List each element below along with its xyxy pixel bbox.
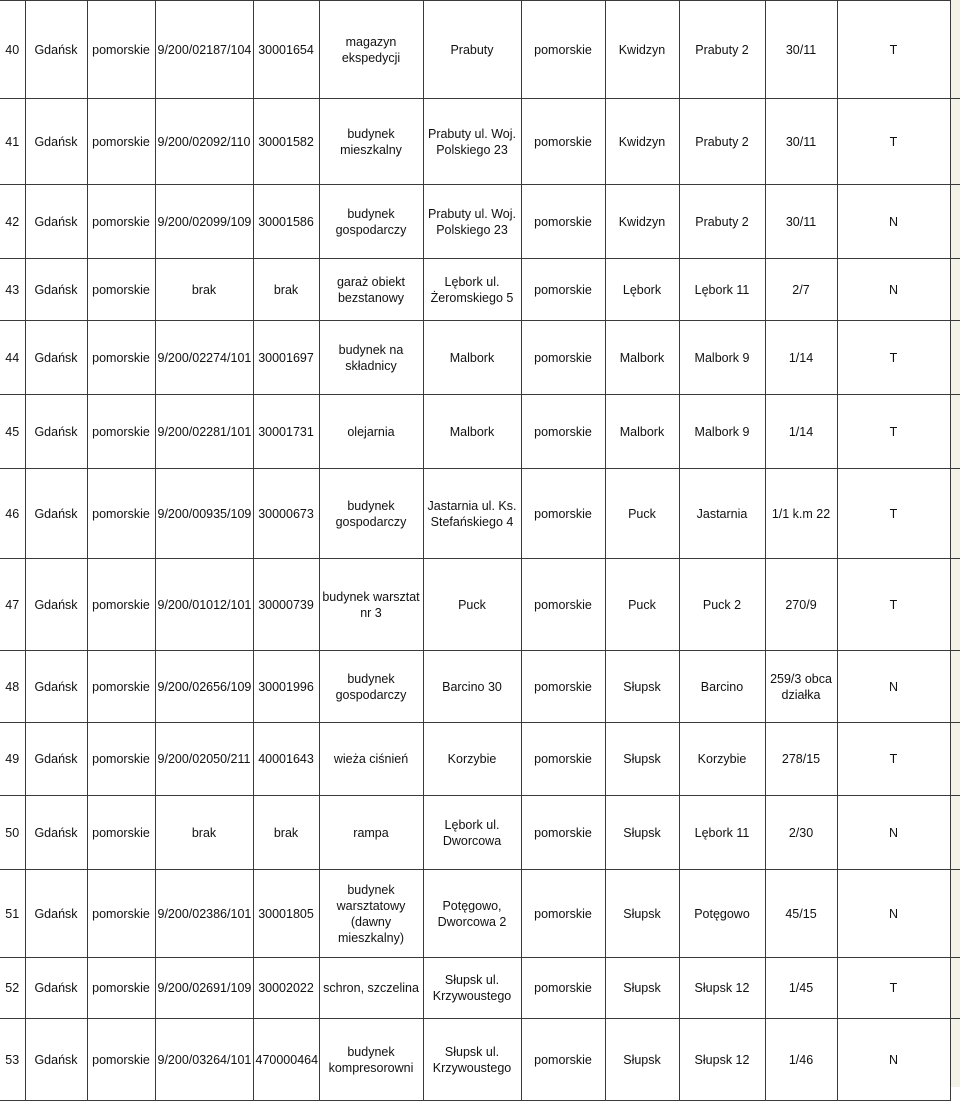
record-number-cell: 9/200/02099/109 xyxy=(155,185,253,259)
row-number-cell: 40 xyxy=(0,1,25,99)
voivodeship-cell: pomorskie xyxy=(87,469,155,559)
county-cell: Kwidzyn xyxy=(605,1,679,99)
record-number-cell: 9/200/02187/104 xyxy=(155,1,253,99)
city-cell: Gdańsk xyxy=(25,723,87,796)
city-cell: Gdańsk xyxy=(25,1019,87,1101)
precinct-cell: Słupsk 12 xyxy=(679,1019,765,1101)
voivodeship-cell: pomorskie xyxy=(87,321,155,395)
margin-divider xyxy=(951,394,960,395)
margin-divider xyxy=(951,722,960,723)
margin-divider xyxy=(951,468,960,469)
table-row xyxy=(0,395,950,469)
status-cell: T xyxy=(837,1,950,99)
object-name-cell: olejarnia xyxy=(319,395,423,469)
city-cell: Gdańsk xyxy=(25,796,87,870)
table-row xyxy=(0,796,950,870)
parcel-cell: 278/15 xyxy=(765,723,837,796)
parcel-cell: 2/7 xyxy=(765,259,837,321)
parcel-cell: 30/11 xyxy=(765,99,837,185)
row-number-cell: 53 xyxy=(0,1019,25,1101)
parcel-cell: 2/30 xyxy=(765,796,837,870)
county-cell: Słupsk xyxy=(605,870,679,958)
parcel-cell: 270/9 xyxy=(765,559,837,651)
inventory-number-cell: 30002022 xyxy=(253,958,319,1019)
location-voivodeship-cell: pomorskie xyxy=(521,651,605,723)
precinct-cell: Korzybie xyxy=(679,723,765,796)
inventory-number-cell: 30001586 xyxy=(253,185,319,259)
county-cell: Puck xyxy=(605,469,679,559)
voivodeship-cell: pomorskie xyxy=(87,99,155,185)
table-row xyxy=(0,958,950,1019)
location-voivodeship-cell: pomorskie xyxy=(521,321,605,395)
inventory-number-cell: 30001805 xyxy=(253,870,319,958)
object-name-cell: budynek kompresorowni xyxy=(319,1019,423,1101)
margin-divider xyxy=(951,98,960,99)
record-number-cell: 9/200/02092/110 xyxy=(155,99,253,185)
status-cell: T xyxy=(837,723,950,796)
table-row xyxy=(0,321,950,395)
parcel-cell: 30/11 xyxy=(765,185,837,259)
voivodeship-cell: pomorskie xyxy=(87,559,155,651)
precinct-cell: Lębork 11 xyxy=(679,796,765,870)
address-cell: Korzybie xyxy=(423,723,521,796)
margin-divider xyxy=(951,957,960,958)
row-number-cell: 48 xyxy=(0,651,25,723)
address-cell: Słupsk ul. Krzywoustego xyxy=(423,1019,521,1101)
address-cell: Jastarnia ul. Ks. Stefańskiego 4 xyxy=(423,469,521,559)
record-number-cell: 9/200/02274/101 xyxy=(155,321,253,395)
location-voivodeship-cell: pomorskie xyxy=(521,395,605,469)
voivodeship-cell: pomorskie xyxy=(87,185,155,259)
status-cell: N xyxy=(837,259,950,321)
inventory-number-cell: 30001582 xyxy=(253,99,319,185)
precinct-cell: Jastarnia xyxy=(679,469,765,559)
address-cell: Lębork ul. Dworcowa xyxy=(423,796,521,870)
city-cell: Gdańsk xyxy=(25,651,87,723)
city-cell: Gdańsk xyxy=(25,870,87,958)
status-cell: T xyxy=(837,321,950,395)
object-name-cell: budynek gospodarczy xyxy=(319,651,423,723)
address-cell: Prabuty xyxy=(423,1,521,99)
status-cell: N xyxy=(837,185,950,259)
row-number-cell: 51 xyxy=(0,870,25,958)
location-voivodeship-cell: pomorskie xyxy=(521,469,605,559)
table-row xyxy=(0,559,950,651)
record-number-cell: 9/200/03264/101 xyxy=(155,1019,253,1101)
margin-divider xyxy=(951,869,960,870)
location-voivodeship-cell: pomorskie xyxy=(521,185,605,259)
table-row xyxy=(0,1019,950,1101)
record-number-cell: 9/200/00935/109 xyxy=(155,469,253,559)
county-cell: Słupsk xyxy=(605,723,679,796)
row-number-cell: 44 xyxy=(0,321,25,395)
voivodeship-cell: pomorskie xyxy=(87,259,155,321)
table-row xyxy=(0,259,950,321)
parcel-cell: 1/1 k.m 22 xyxy=(765,469,837,559)
object-name-cell: budynek mieszkalny xyxy=(319,99,423,185)
voivodeship-cell: pomorskie xyxy=(87,1,155,99)
table-row xyxy=(0,870,950,958)
precinct-cell: Puck 2 xyxy=(679,559,765,651)
parcel-cell: 1/14 xyxy=(765,321,837,395)
object-name-cell: wieża ciśnień xyxy=(319,723,423,796)
status-cell: T xyxy=(837,469,950,559)
table-row xyxy=(0,651,950,723)
address-cell: Malbork xyxy=(423,395,521,469)
address-cell: Prabuty ul. Woj. Polskiego 23 xyxy=(423,99,521,185)
county-cell: Kwidzyn xyxy=(605,99,679,185)
precinct-cell: Lębork 11 xyxy=(679,259,765,321)
record-number-cell: 9/200/02691/109 xyxy=(155,958,253,1019)
precinct-cell: Potęgowo xyxy=(679,870,765,958)
row-number-cell: 52 xyxy=(0,958,25,1019)
county-cell: Kwidzyn xyxy=(605,185,679,259)
city-cell: Gdańsk xyxy=(25,469,87,559)
county-cell: Malbork xyxy=(605,395,679,469)
inventory-number-cell: 40001643 xyxy=(253,723,319,796)
location-voivodeship-cell: pomorskie xyxy=(521,958,605,1019)
city-cell: Gdańsk xyxy=(25,259,87,321)
object-name-cell: budynek na składnicy xyxy=(319,321,423,395)
location-voivodeship-cell: pomorskie xyxy=(521,796,605,870)
voivodeship-cell: pomorskie xyxy=(87,651,155,723)
inventory-number-cell: 30001731 xyxy=(253,395,319,469)
inventory-number-cell: 30001654 xyxy=(253,1,319,99)
voivodeship-cell: pomorskie xyxy=(87,958,155,1019)
table-row xyxy=(0,1,950,99)
status-cell: N xyxy=(837,1019,950,1101)
table-row xyxy=(0,185,950,259)
city-cell: Gdańsk xyxy=(25,559,87,651)
voivodeship-cell: pomorskie xyxy=(87,723,155,796)
status-cell: N xyxy=(837,651,950,723)
voivodeship-cell: pomorskie xyxy=(87,1019,155,1101)
parcel-cell: 259/3 obca działka xyxy=(765,651,837,723)
margin-divider xyxy=(951,795,960,796)
parcel-cell: 1/45 xyxy=(765,958,837,1019)
precinct-cell: Malbork 9 xyxy=(679,395,765,469)
inventory-number-cell: 470000464 xyxy=(253,1019,319,1101)
location-voivodeship-cell: pomorskie xyxy=(521,259,605,321)
voivodeship-cell: pomorskie xyxy=(87,395,155,469)
object-name-cell: magazyn ekspedycji xyxy=(319,1,423,99)
table-row xyxy=(0,723,950,796)
city-cell: Gdańsk xyxy=(25,99,87,185)
address-cell: Prabuty ul. Woj. Polskiego 23 xyxy=(423,185,521,259)
status-cell: T xyxy=(837,559,950,651)
record-number-cell: brak xyxy=(155,259,253,321)
location-voivodeship-cell: pomorskie xyxy=(521,1019,605,1101)
precinct-cell: Prabuty 2 xyxy=(679,185,765,259)
row-number-cell: 41 xyxy=(0,99,25,185)
object-name-cell: rampa xyxy=(319,796,423,870)
row-number-cell: 45 xyxy=(0,395,25,469)
parcel-cell: 1/46 xyxy=(765,1019,837,1101)
row-number-cell: 42 xyxy=(0,185,25,259)
location-voivodeship-cell: pomorskie xyxy=(521,559,605,651)
margin-divider xyxy=(951,320,960,321)
right-margin-strip xyxy=(950,0,960,1087)
status-cell: T xyxy=(837,99,950,185)
inventory-number-cell: 30001996 xyxy=(253,651,319,723)
precinct-cell: Prabuty 2 xyxy=(679,1,765,99)
margin-divider xyxy=(951,184,960,185)
margin-divider xyxy=(951,650,960,651)
row-number-cell: 49 xyxy=(0,723,25,796)
county-cell: Lębork xyxy=(605,259,679,321)
row-number-cell: 47 xyxy=(0,559,25,651)
address-cell: Malbork xyxy=(423,321,521,395)
margin-divider xyxy=(951,258,960,259)
city-cell: Gdańsk xyxy=(25,321,87,395)
precinct-cell: Barcino xyxy=(679,651,765,723)
record-number-cell: 9/200/02281/101 xyxy=(155,395,253,469)
address-cell: Słupsk ul. Krzywoustego xyxy=(423,958,521,1019)
precinct-cell: Malbork 9 xyxy=(679,321,765,395)
location-voivodeship-cell: pomorskie xyxy=(521,99,605,185)
address-cell: Puck xyxy=(423,559,521,651)
row-number-cell: 46 xyxy=(0,469,25,559)
record-number-cell: brak xyxy=(155,796,253,870)
parcel-cell: 45/15 xyxy=(765,870,837,958)
parcel-cell: 1/14 xyxy=(765,395,837,469)
address-cell: Potęgowo, Dworcowa 2 xyxy=(423,870,521,958)
record-number-cell: 9/200/01012/101 xyxy=(155,559,253,651)
county-cell: Puck xyxy=(605,559,679,651)
inventory-number-cell: brak xyxy=(253,796,319,870)
status-cell: T xyxy=(837,395,950,469)
object-name-cell: budynek warsztatowy (dawny mieszkalny) xyxy=(319,870,423,958)
record-number-cell: 9/200/02386/101 xyxy=(155,870,253,958)
object-name-cell: schron, szczelina xyxy=(319,958,423,1019)
city-cell: Gdańsk xyxy=(25,185,87,259)
precinct-cell: Słupsk 12 xyxy=(679,958,765,1019)
city-cell: Gdańsk xyxy=(25,1,87,99)
city-cell: Gdańsk xyxy=(25,958,87,1019)
margin-divider xyxy=(951,558,960,559)
row-number-cell: 50 xyxy=(0,796,25,870)
parcel-cell: 30/11 xyxy=(765,1,837,99)
address-cell: Lębork ul. Żeromskiego 5 xyxy=(423,259,521,321)
location-voivodeship-cell: pomorskie xyxy=(521,1,605,99)
status-cell: N xyxy=(837,796,950,870)
record-number-cell: 9/200/02050/211 xyxy=(155,723,253,796)
margin-divider xyxy=(951,1018,960,1019)
record-number-cell: 9/200/02656/109 xyxy=(155,651,253,723)
inventory-number-cell: 30001697 xyxy=(253,321,319,395)
city-cell: Gdańsk xyxy=(25,395,87,469)
object-name-cell: budynek gospodarczy xyxy=(319,469,423,559)
address-cell: Barcino 30 xyxy=(423,651,521,723)
county-cell: Słupsk xyxy=(605,1019,679,1101)
county-cell: Słupsk xyxy=(605,958,679,1019)
status-cell: N xyxy=(837,870,950,958)
inventory-number-cell: brak xyxy=(253,259,319,321)
inventory-number-cell: 30000673 xyxy=(253,469,319,559)
location-voivodeship-cell: pomorskie xyxy=(521,723,605,796)
county-cell: Słupsk xyxy=(605,796,679,870)
status-cell: T xyxy=(837,958,950,1019)
location-voivodeship-cell: pomorskie xyxy=(521,870,605,958)
county-cell: Malbork xyxy=(605,321,679,395)
object-name-cell: garaż obiekt bezstanowy xyxy=(319,259,423,321)
object-name-cell: budynek gospodarczy xyxy=(319,185,423,259)
precinct-cell: Prabuty 2 xyxy=(679,99,765,185)
object-name-cell: budynek warsztat nr 3 xyxy=(319,559,423,651)
voivodeship-cell: pomorskie xyxy=(87,796,155,870)
county-cell: Słupsk xyxy=(605,651,679,723)
row-number-cell: 43 xyxy=(0,259,25,321)
table-row xyxy=(0,469,950,559)
table-row xyxy=(0,99,950,185)
voivodeship-cell: pomorskie xyxy=(87,870,155,958)
inventory-number-cell: 30000739 xyxy=(253,559,319,651)
